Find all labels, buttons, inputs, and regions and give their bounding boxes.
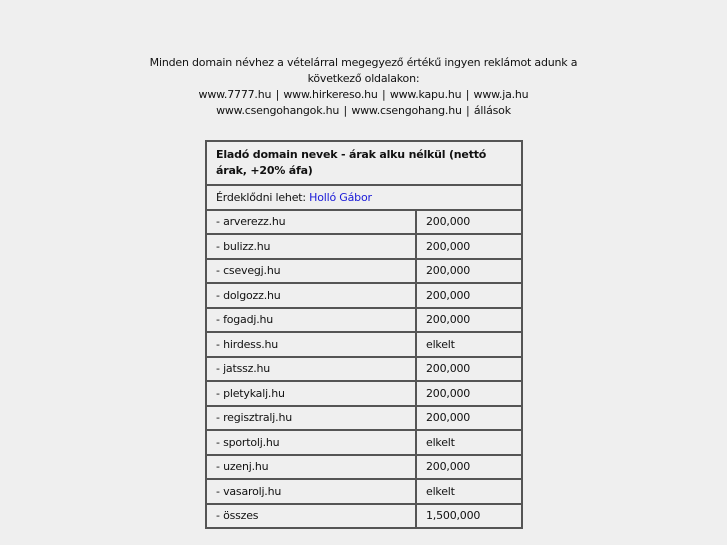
table-row bbox=[206, 308, 522, 333]
partner-sites-row-1 bbox=[0, 87, 727, 103]
contact-link[interactable]: Holló Gábor bbox=[309, 190, 372, 204]
partner-sites-row-2 bbox=[0, 103, 727, 119]
domain-price-cell: 1,500,000 bbox=[416, 504, 522, 529]
table-row bbox=[206, 357, 522, 382]
domain-name-cell: - sportolj.hu bbox=[206, 430, 416, 455]
separator: | bbox=[382, 88, 386, 101]
intro-line-2: következő oldalakon: bbox=[307, 72, 420, 85]
domain-name-cell: - hirdess.hu bbox=[206, 332, 416, 357]
domain-price-cell: elkelt bbox=[416, 430, 522, 455]
domain-price-cell: 200,000 bbox=[416, 210, 522, 235]
table-row bbox=[206, 406, 522, 431]
site-link[interactable]: www.7777.hu bbox=[198, 88, 272, 101]
separator: | bbox=[275, 88, 280, 101]
domain-price-cell: elkelt bbox=[416, 479, 522, 504]
domain-name-cell: - bulizz.hu bbox=[206, 234, 416, 259]
contact-row bbox=[206, 185, 522, 210]
separator: | bbox=[466, 104, 470, 117]
domain-name-cell: - dolgozz.hu bbox=[206, 283, 416, 308]
domain-price-cell: 200,000 bbox=[416, 259, 522, 284]
intro-line-1: Minden domain névhez a vételárral megegyező értékű ingyen reklámot adunk a bbox=[149, 56, 578, 69]
table-row bbox=[206, 283, 522, 308]
domain-price-table bbox=[205, 140, 523, 529]
domain-price-cell: elkelt bbox=[416, 332, 522, 357]
table-row bbox=[206, 455, 522, 480]
domain-name-cell: - vasarolj.hu bbox=[206, 479, 416, 504]
domain-name-cell: - fogadj.hu bbox=[206, 308, 416, 333]
site-link[interactable]: www.ja.hu bbox=[473, 88, 529, 101]
contact-label: Érdeklődni lehet: bbox=[216, 190, 310, 204]
table-row bbox=[206, 259, 522, 284]
table-row bbox=[206, 479, 522, 504]
table-row bbox=[206, 504, 522, 529]
table-row bbox=[206, 210, 522, 235]
separator: | bbox=[343, 104, 348, 117]
domain-price-cell: 200,000 bbox=[416, 455, 522, 480]
table-row bbox=[206, 381, 522, 406]
site-link[interactable]: www.hirkereso.hu bbox=[283, 88, 378, 101]
domain-name-cell: - pletykalj.hu bbox=[206, 381, 416, 406]
domain-name-cell: - jatssz.hu bbox=[206, 357, 416, 382]
domain-name-cell: - uzenj.hu bbox=[206, 455, 416, 480]
domain-name-cell: - összes bbox=[206, 504, 416, 529]
domain-price-cell: 200,000 bbox=[416, 357, 522, 382]
table-header: Eladó domain nevek - árak alku nélkül (nettó árak, +20% áfa) bbox=[206, 141, 522, 185]
site-link[interactable]: www.kapu.hu bbox=[389, 88, 462, 101]
domain-price-cell: 200,000 bbox=[416, 381, 522, 406]
domain-price-cell: 200,000 bbox=[416, 308, 522, 333]
site-link[interactable]: www.csengohangok.hu bbox=[216, 104, 340, 117]
domain-price-cell: 200,000 bbox=[416, 283, 522, 308]
domain-name-cell: - arverezz.hu bbox=[206, 210, 416, 235]
intro-text bbox=[0, 55, 727, 119]
domain-name-cell: - regisztralj.hu bbox=[206, 406, 416, 431]
domain-name-cell: - csevegj.hu bbox=[206, 259, 416, 284]
table-row bbox=[206, 430, 522, 455]
domain-price-cell: 200,000 bbox=[416, 406, 522, 431]
site-link[interactable]: állások bbox=[473, 104, 511, 117]
site-link[interactable]: www.csengohang.hu bbox=[351, 104, 462, 117]
table-row bbox=[206, 234, 522, 259]
domain-price-cell: 200,000 bbox=[416, 234, 522, 259]
separator: | bbox=[465, 88, 470, 101]
table-row bbox=[206, 332, 522, 357]
contact-cell bbox=[206, 185, 522, 210]
table-header-row bbox=[206, 141, 522, 185]
